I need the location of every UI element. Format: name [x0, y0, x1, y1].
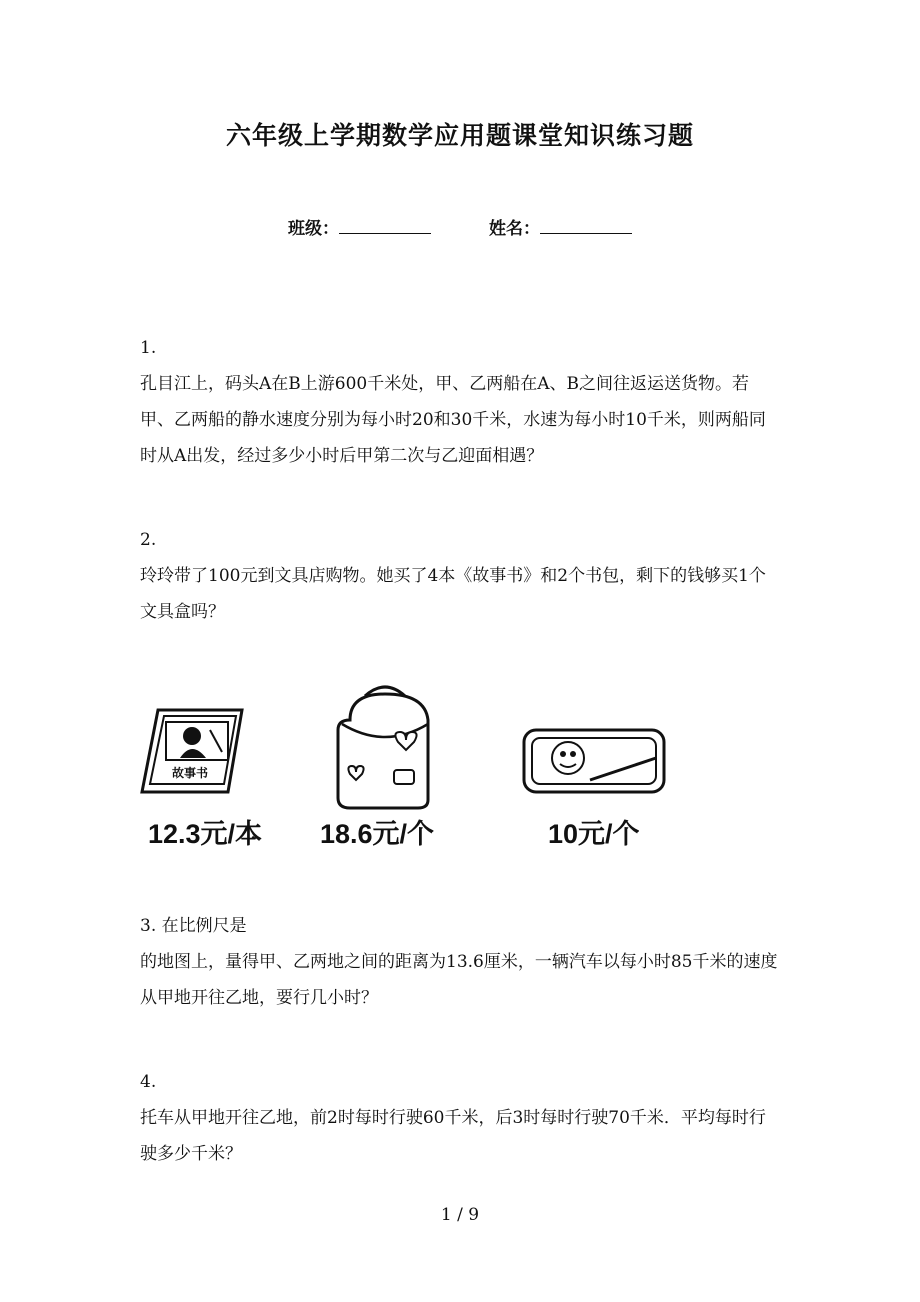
question-text: 托车从甲地开往乙地，前2时每时行驶60千米，后3时每时行驶70千米．平均每时行驶多少千米？	[140, 1108, 766, 1164]
student-info	[0, 214, 920, 239]
storybook-price: 12.3元/本	[148, 819, 263, 849]
backpack-item	[330, 680, 440, 820]
question-text: 孔目江上，码头A在B上游600千米处，甲、乙两船在A、B之间往返运送货物。若甲、乙两船的静水速度分别为每小时20和30千米，水速为每小时10千米，则两船同时从A出发，经过多少小时后甲第二次与乙迎面相遇？	[140, 374, 766, 466]
storybook-item	[130, 680, 250, 800]
name-blank[interactable]	[540, 217, 632, 234]
name-label: 姓名：	[488, 219, 540, 239]
question-number: 1.	[140, 338, 157, 358]
pencil-case-item	[520, 720, 670, 800]
storybook-icon	[130, 680, 250, 800]
page-number: 1 / 9	[440, 1205, 480, 1225]
pencil-case-icon	[520, 720, 670, 800]
price-illustrations	[130, 680, 670, 850]
storybook-label: 故事书	[172, 766, 209, 780]
page-title: 六年级上学期数学应用题课堂知识练习题	[225, 121, 694, 150]
question-3	[140, 908, 780, 1016]
question-number: 3. 在比例尺是	[140, 916, 247, 936]
class-field	[288, 214, 431, 239]
pencil-case-price: 10元/个	[548, 819, 640, 849]
backpack-icon	[330, 680, 440, 820]
pencil-case-label	[530, 810, 533, 811]
question-2	[140, 522, 780, 630]
question-1	[140, 330, 780, 474]
name-field	[489, 214, 632, 239]
question-text: 的地图上，量得甲、乙两地之间的距离为13.6厘米，一辆汽车以每小时85千米的速度从甲地开往乙地，要行几小时？	[140, 952, 778, 1008]
question-number: 4.	[140, 1072, 157, 1092]
class-label: 班级：	[288, 219, 340, 239]
question-number: 2.	[140, 530, 157, 550]
backpack-price: 18.6元/个	[320, 819, 435, 849]
question-text: 玲玲带了100元到文具店购物。她买了4本《故事书》和2个书包，剩下的钱够买1个文具盒吗？	[140, 566, 766, 622]
class-blank[interactable]	[339, 217, 431, 234]
question-4	[140, 1064, 780, 1172]
